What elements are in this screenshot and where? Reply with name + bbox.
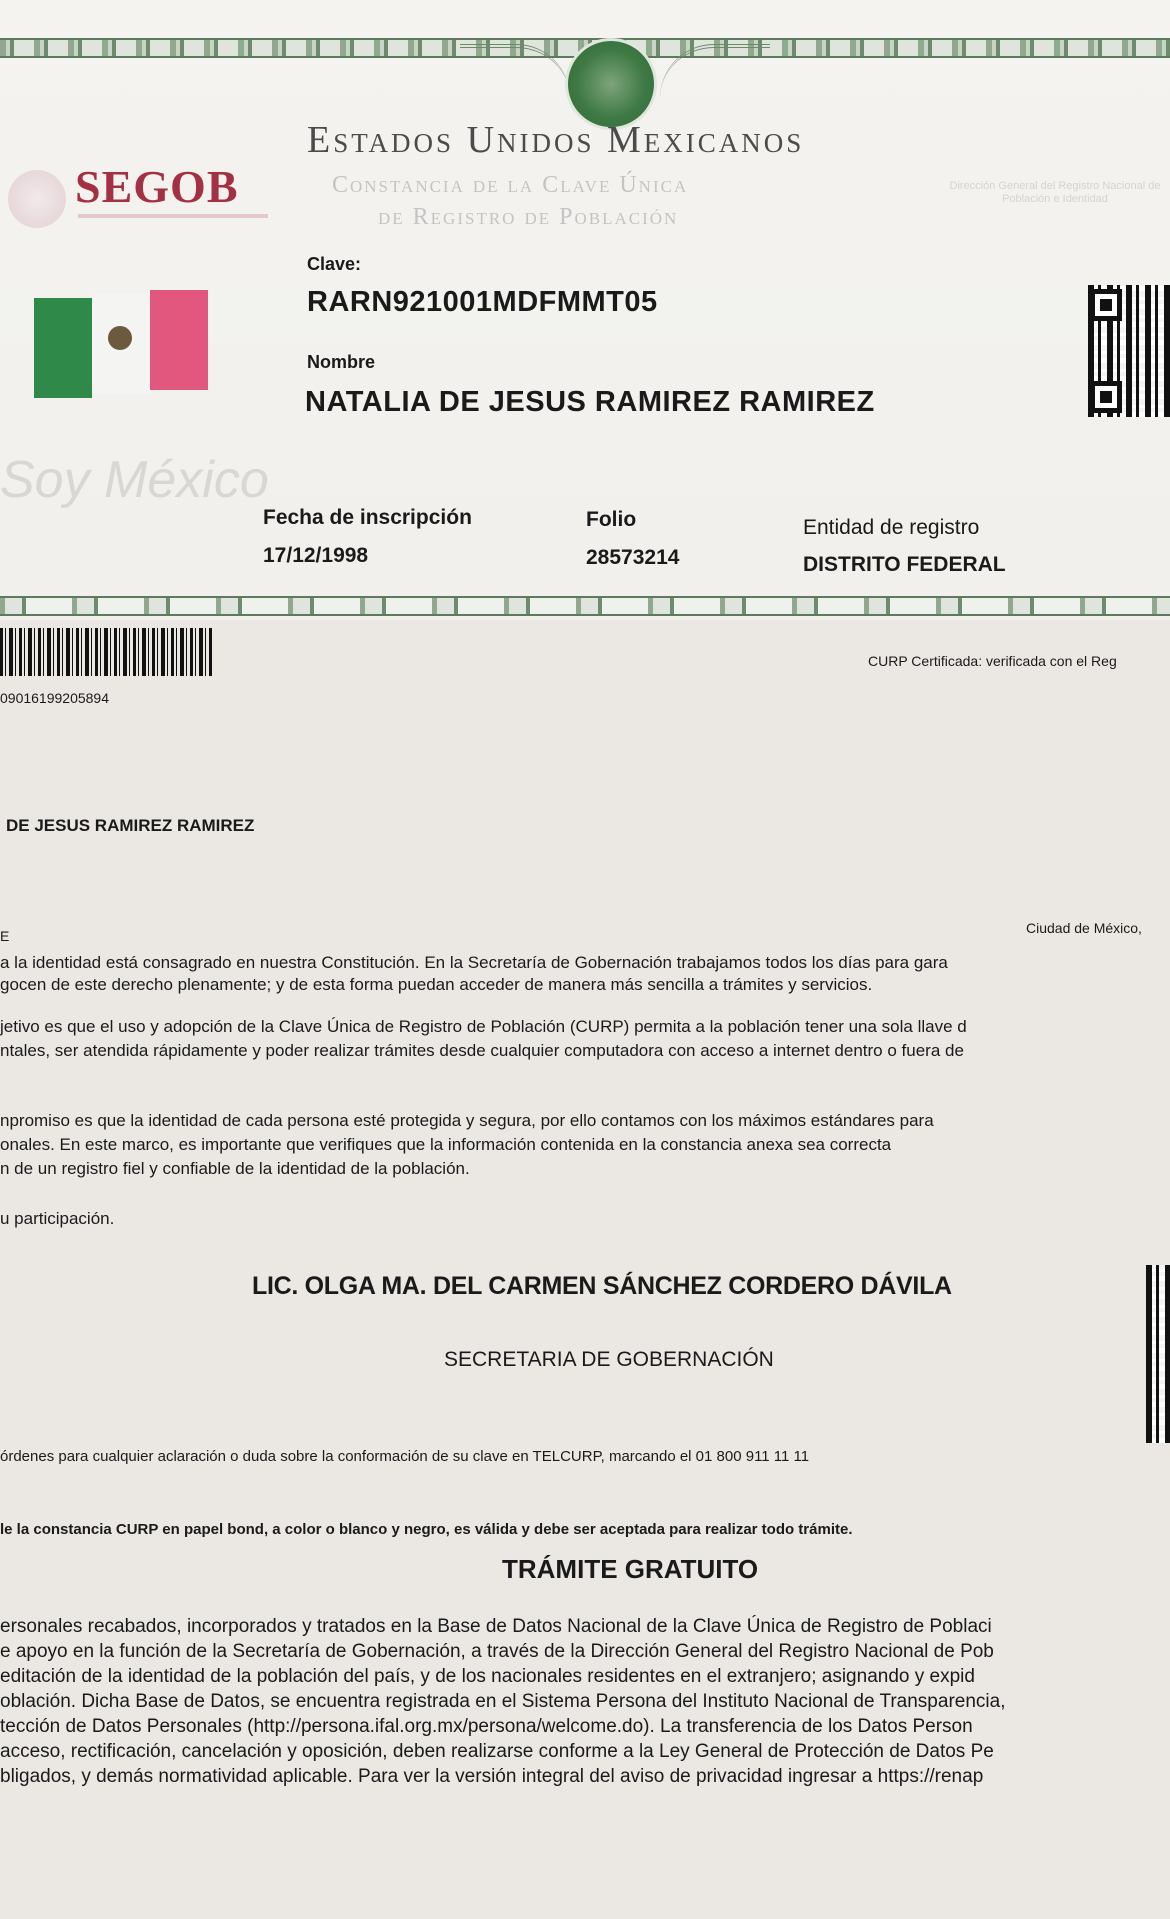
tramite-gratuito-heading: TRÁMITE GRATUITO <box>502 1554 759 1584</box>
fecha-inscripcion-label: Fecha de inscripción <box>263 506 472 529</box>
privacy-line: e apoyo en la función de la Secretaría de Gobernación, a través de la Dirección General del Registro Nacional de Pob <box>0 1641 994 1662</box>
soy-mexico-slogan: Soy México <box>0 451 269 509</box>
barcode-icon <box>0 628 212 676</box>
letter-paragraph-line: jetivo es que el uso y adopción de la Clave Única de Registro de Población (CURP) permita a la población tener una sola llave d <box>0 1017 967 1036</box>
salutation-fragment: E <box>0 928 10 944</box>
letter-paragraph-line: a la identidad está consagrado en nuestra Constitución. En la Secretaría de Gobernación trabajamos todos los días para gara <box>0 953 948 972</box>
signer-name: LIC. OLGA MA. DEL CARMEN SÁNCHEZ CORDERO DÁVILA <box>252 1272 952 1300</box>
letter-closing-line: u participación. <box>0 1209 115 1228</box>
privacy-line: acceso, rectificación, cancelación y oposición, deben realizarse conforme a la Ley General de Protección de Datos Pe <box>0 1741 994 1762</box>
nombre-value: NATALIA DE JESUS RAMIREZ RAMIREZ <box>305 386 875 418</box>
privacy-line: oblación. Dicha Base de Datos, se encuentra registrada en el Sistema Persona del Instituto Nacional de Transparencia, <box>0 1691 1006 1712</box>
privacy-notice <box>0 1614 1005 1789</box>
letter-paragraph-line: onales. En este marco, es importante que verifiques que la información contenida en la constancia anexa sea correcta <box>0 1135 892 1154</box>
national-seal-icon <box>565 38 657 130</box>
clave-label: Clave: <box>307 254 362 274</box>
privacy-line: tección de Datos Personales (http://persona.ifal.org.mx/persona/welcome.do). La transferencia de los Datos Person <box>0 1716 973 1737</box>
nombre-label: Nombre <box>307 352 376 372</box>
letter-paragraph-line: n de un registro fiel y confiable de la identidad de la población. <box>0 1159 470 1178</box>
barcode-number: 09016199205894 <box>0 690 110 706</box>
privacy-line: bligados, y demás normatividad aplicable. Para ver la versión integral del aviso de privacidad ingresar a https://renap <box>0 1766 984 1787</box>
segob-logo: SEGOB <box>75 161 239 212</box>
certificate-bottom-border <box>0 596 1170 616</box>
letter-city: Ciudad de México, <box>1026 920 1142 936</box>
telcurp-line: órdenes para cualquier aclaración o duda sobre la conformación de su clave en TELCURP, marcando el 01 800 911 11 11 <box>0 1448 810 1465</box>
segob-tagline <box>78 214 268 218</box>
signer-office: SECRETARIA DE GOBERNACIÓN <box>444 1348 774 1371</box>
direccion-general-text: Dirección General del Registro Nacional de Población e Identidad <box>949 180 1161 205</box>
segob-emblem-icon <box>8 170 66 228</box>
entidad-registro-label: Entidad de registro <box>803 516 980 539</box>
letter-paragraph-line: npromiso es que la identidad de cada persona esté protegida y segura, por ello contamos con los máximos estándares para <box>0 1111 934 1130</box>
country-title: Estados Unidos Mexicanos <box>307 119 805 161</box>
certificate-subtitle-line1: Constancia de la Clave Única <box>332 172 689 198</box>
fecha-inscripcion-value: 17/12/1998 <box>263 544 369 567</box>
curp-certificate <box>0 0 1170 620</box>
privacy-line: ersonales recabados, incorporados y tratados en la Base de Datos Nacional de la Clave Única de Registro de Poblaci <box>0 1616 992 1637</box>
letter-paragraph-line: ntales, ser atendida rápidamente y poder realizar trámites desde cualquier computadora con acceso a internet dentro o fuera de <box>0 1041 964 1060</box>
side-qr-code-icon <box>1146 1265 1170 1443</box>
folio-label: Folio <box>586 508 637 531</box>
privacy-line: editación de la identidad de la población del país, y de los nacionales residentes en el extranjero; asignando y expid <box>0 1666 975 1687</box>
curp-certificada-note: CURP Certificada: verificada con el Reg <box>868 653 1117 669</box>
entidad-registro-value: DISTRITO FEDERAL <box>803 553 1006 576</box>
letter-paragraph-line: gocen de este derecho plenamente; y de esta forma puedan acceder de manera más sencilla a trámites y servicios. <box>0 975 873 994</box>
clave-value: RARN921001MDFMMT05 <box>307 286 658 318</box>
certificate-subtitle-line2: de Registro de Población <box>378 204 679 230</box>
folio-value: 28573214 <box>586 546 680 569</box>
qr-code-icon <box>1088 285 1170 417</box>
validity-line: le la constancia CURP en papel bond, a color o blanco y negro, es válida y debe ser aceptada para realizar todo trámite. <box>0 1521 853 1538</box>
mexico-flag-icon <box>34 290 209 405</box>
addressee-name: DE JESUS RAMIREZ RAMIREZ <box>6 816 255 835</box>
